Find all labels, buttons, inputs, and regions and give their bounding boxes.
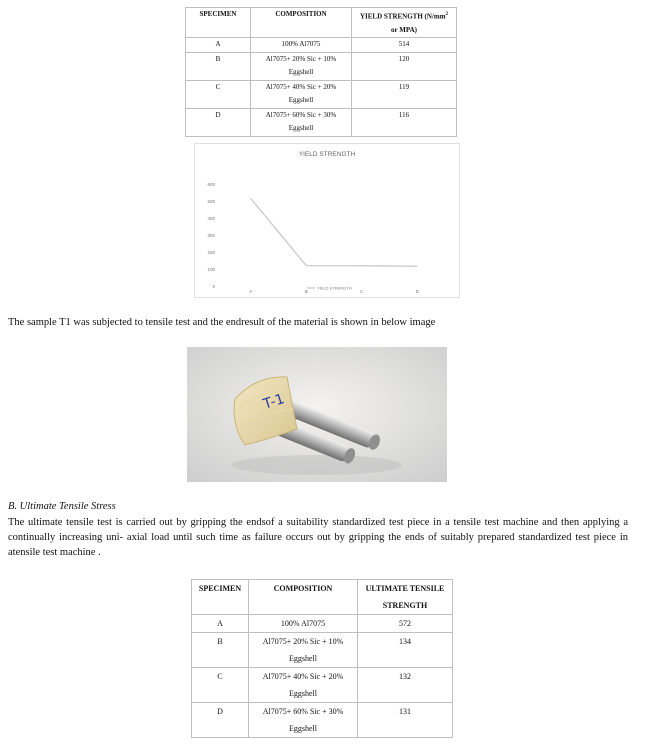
composition-line2: Eggshell xyxy=(288,68,314,77)
y-tick-label: 300 xyxy=(207,233,215,238)
cell-specimen: A xyxy=(186,38,251,53)
header-specimen: SPECIMEN xyxy=(186,8,251,38)
section-heading: B. Ultimate Tensile Stress xyxy=(8,501,116,512)
cell-value: 514 xyxy=(352,38,457,53)
table-header-row xyxy=(186,8,457,38)
ultimate-tensile-table xyxy=(191,579,453,738)
cell-specimen: C xyxy=(192,668,249,703)
header-yield-line2: or MPA) xyxy=(391,25,417,34)
table-header-row xyxy=(192,580,453,615)
cell-specimen: A xyxy=(192,615,249,633)
cell-composition xyxy=(249,633,358,668)
table-row xyxy=(192,668,453,703)
sample-label: T-1 xyxy=(261,391,287,413)
tensile-sample-photo xyxy=(187,347,447,482)
y-tick-label: 400 xyxy=(207,216,215,221)
x-tick-label: B xyxy=(304,289,308,294)
cell-composition xyxy=(249,703,358,738)
chart-svg xyxy=(195,144,459,297)
composition-line1: Al7075+ 60% Sic + 30% xyxy=(265,110,337,119)
y-tick-label: 100 xyxy=(207,267,215,272)
table-row xyxy=(186,80,457,108)
table-row xyxy=(192,615,453,633)
yield-strength-chart xyxy=(194,143,460,298)
cell-value: 134 xyxy=(358,633,453,668)
table-row xyxy=(186,108,457,136)
header-uts-line2: STRENGTH xyxy=(382,601,428,610)
composition-line1: 100% Al7075 xyxy=(280,619,326,628)
composition-line1: Al7075+ 40% Sic + 20% xyxy=(265,82,337,91)
cell-value: 116 xyxy=(352,108,457,136)
cell-value: 572 xyxy=(358,615,453,633)
header-yield-line1: YIELD STRENGTH (N/mm xyxy=(359,12,446,21)
cell-value: 120 xyxy=(352,52,457,80)
composition-line1: Al7075+ 20% Sic + 10% xyxy=(265,54,337,63)
photo-caption: The sample T1 was subjected to tensile test and the endresult of the material is shown in below image xyxy=(8,317,436,328)
header-yield-strength xyxy=(352,8,457,38)
cell-specimen: D xyxy=(186,108,251,136)
cell-composition xyxy=(251,38,352,53)
cell-value: 132 xyxy=(358,668,453,703)
x-tick-label: D xyxy=(415,289,419,294)
table-row xyxy=(192,703,453,738)
chart-title: YIELD STRENGTH xyxy=(298,151,356,158)
composition-line2: Eggshell xyxy=(289,724,317,733)
y-tick-label: 0 xyxy=(212,284,215,289)
composition-line1: Al7075+ 40% Sic + 20% xyxy=(262,672,344,681)
composition-line2: Eggshell xyxy=(289,654,317,663)
cell-specimen: C xyxy=(186,80,251,108)
cell-value: 131 xyxy=(358,703,453,738)
y-tick-label: 600 xyxy=(207,182,215,187)
header-composition: COMPOSITION xyxy=(251,8,352,38)
table-row xyxy=(192,633,453,668)
header-uts xyxy=(358,580,453,615)
table-row xyxy=(186,52,457,80)
composition-line1: Al7075+ 60% Sic + 30% xyxy=(262,707,344,716)
composition-line2: Eggshell xyxy=(289,689,317,698)
composition-line2: Eggshell xyxy=(288,124,314,133)
composition-line2: Eggshell xyxy=(288,96,314,105)
header-yield-superscript: 2 xyxy=(445,12,449,17)
cell-composition xyxy=(251,80,352,108)
cell-specimen: B xyxy=(192,633,249,668)
x-tick-label: A xyxy=(249,289,253,294)
cell-composition xyxy=(251,108,352,136)
header-specimen: SPECIMEN xyxy=(192,580,249,615)
cell-composition xyxy=(249,668,358,703)
header-uts-line1: ULTIMATE TENSILE xyxy=(365,584,445,593)
y-tick-label: 200 xyxy=(207,250,215,255)
cell-composition xyxy=(249,615,358,633)
yield-strength-table xyxy=(185,7,457,137)
legend-label: YIELD STRENGTH xyxy=(317,285,352,291)
cell-composition xyxy=(251,52,352,80)
cell-value: 119 xyxy=(352,80,457,108)
composition-line1: 100% Al7075 xyxy=(281,40,321,49)
header-composition: COMPOSITION xyxy=(249,580,358,615)
sample-image xyxy=(187,347,447,482)
cell-specimen: D xyxy=(192,703,249,738)
x-tick-label: C xyxy=(360,289,364,294)
series-line xyxy=(251,199,418,267)
cell-specimen: B xyxy=(186,52,251,80)
section-paragraph: The ultimate tensile test is carried out by gripping the endsof a suitability standardized test piece in a tensile test machine and then applying a continually increasing uni- axial load until such time as failure occurs out by gripping the ends of suitably prepared standardized test piece in atensile test machine . xyxy=(8,517,628,558)
table-row xyxy=(186,38,457,53)
composition-line1: Al7075+ 20% Sic + 10% xyxy=(262,637,344,646)
y-tick-label: 500 xyxy=(207,199,215,204)
